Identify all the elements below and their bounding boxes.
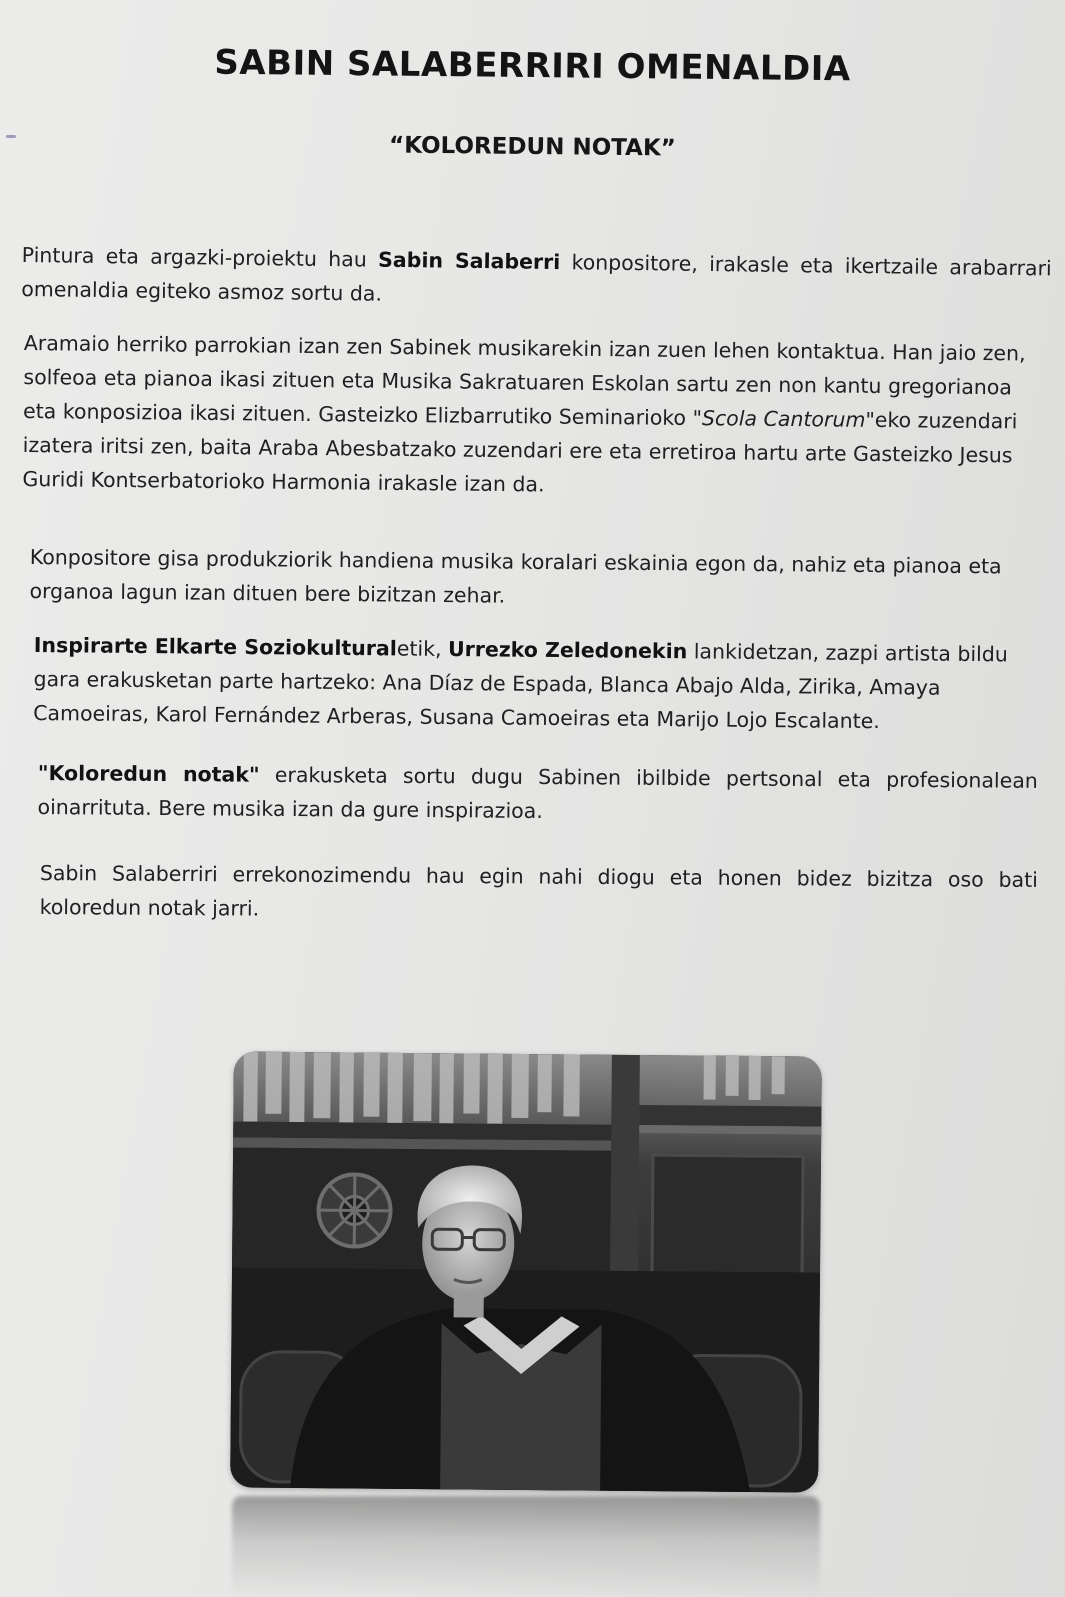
bold-name: Sabin Salaberri	[377, 247, 561, 275]
bold-exhibition-name: "Koloredun notak"	[37, 760, 260, 787]
paragraph-biography	[22, 326, 1052, 507]
paragraph-text: Aramaio herriko parrokian izan zen Sabinek musikarekin izan zuen lehen kontaktua. Han jaio zen, solfeoa eta pianoa ikasi zituen eta Musika Sakratuaren Eskolan sartu zen non kantu gregorianoa eta konposizioa ikasi zituen. Gasteizko Elizbarrutiko Seminarioko "	[22, 330, 1026, 431]
paragraph-exhibition	[37, 756, 1038, 832]
portrait-illustration	[230, 1051, 822, 1492]
paragraph-text: lankidetzan, zazpi artista bildu gara erakusketan parte hartzeko: Ana Díaz de Espada, Blanca Abajo Alda, Zirika, Amaya Camoeiras, Karol Fernández Arberas, Susana Camoeiras eta Marijo Lojo Escalante.	[33, 639, 1008, 734]
poster-subtitle: “KOLOREDUN NOTAK”	[388, 132, 677, 162]
italic-title: Scola Cantorum	[701, 406, 866, 432]
paragraph-text: Pintura eta argazki-proiektu hau	[21, 242, 379, 272]
paragraph-text: erakusketa sortu dugu Sabinen ibilbide pertsonal eta profesionalean oinarrituta. Bere musika izan da gure inspirazioa.	[37, 762, 1038, 823]
paragraph-composer: Konpositore gisa produkziorik handiena musika koralari eskainia egon da, nahiz eta pianoa eta organoa lagun izan dituen bere bizitzan zehar.	[29, 544, 1002, 608]
paragraph-artists	[33, 628, 1042, 740]
bold-collaborator: Urrezko Zeledonekin	[447, 636, 688, 664]
paragraph-tribute: Sabin Salaberriri errekonozimendu hau egin nahi diogu eta honen bidez bizitza oso bati koloredun notak jarri.	[39, 860, 1038, 921]
poster-title: SABIN SALABERRIRI OMENALDIA	[214, 42, 851, 90]
paragraph-text: etik,	[396, 636, 449, 661]
portrait-photo	[230, 1051, 822, 1492]
photo-reflection	[232, 1496, 820, 1597]
bold-association: Inspirarte Elkarte Soziokultural	[33, 632, 397, 661]
paragraph-text: konpositore, irakasle eta ikertzaile arabarrari omenaldia egiteko asmoz sortu da.	[21, 250, 1052, 306]
paragraph-intro	[21, 238, 1052, 319]
paragraph-text: "eko zuzendari izatera iritsi zen, baita Araba Abesbatzako zuzendari ere eta erretiroa hartu arte Gasteizko Jesus Guridi Kontserbatorioko Harmonia irakasle izan da.	[22, 407, 1018, 497]
